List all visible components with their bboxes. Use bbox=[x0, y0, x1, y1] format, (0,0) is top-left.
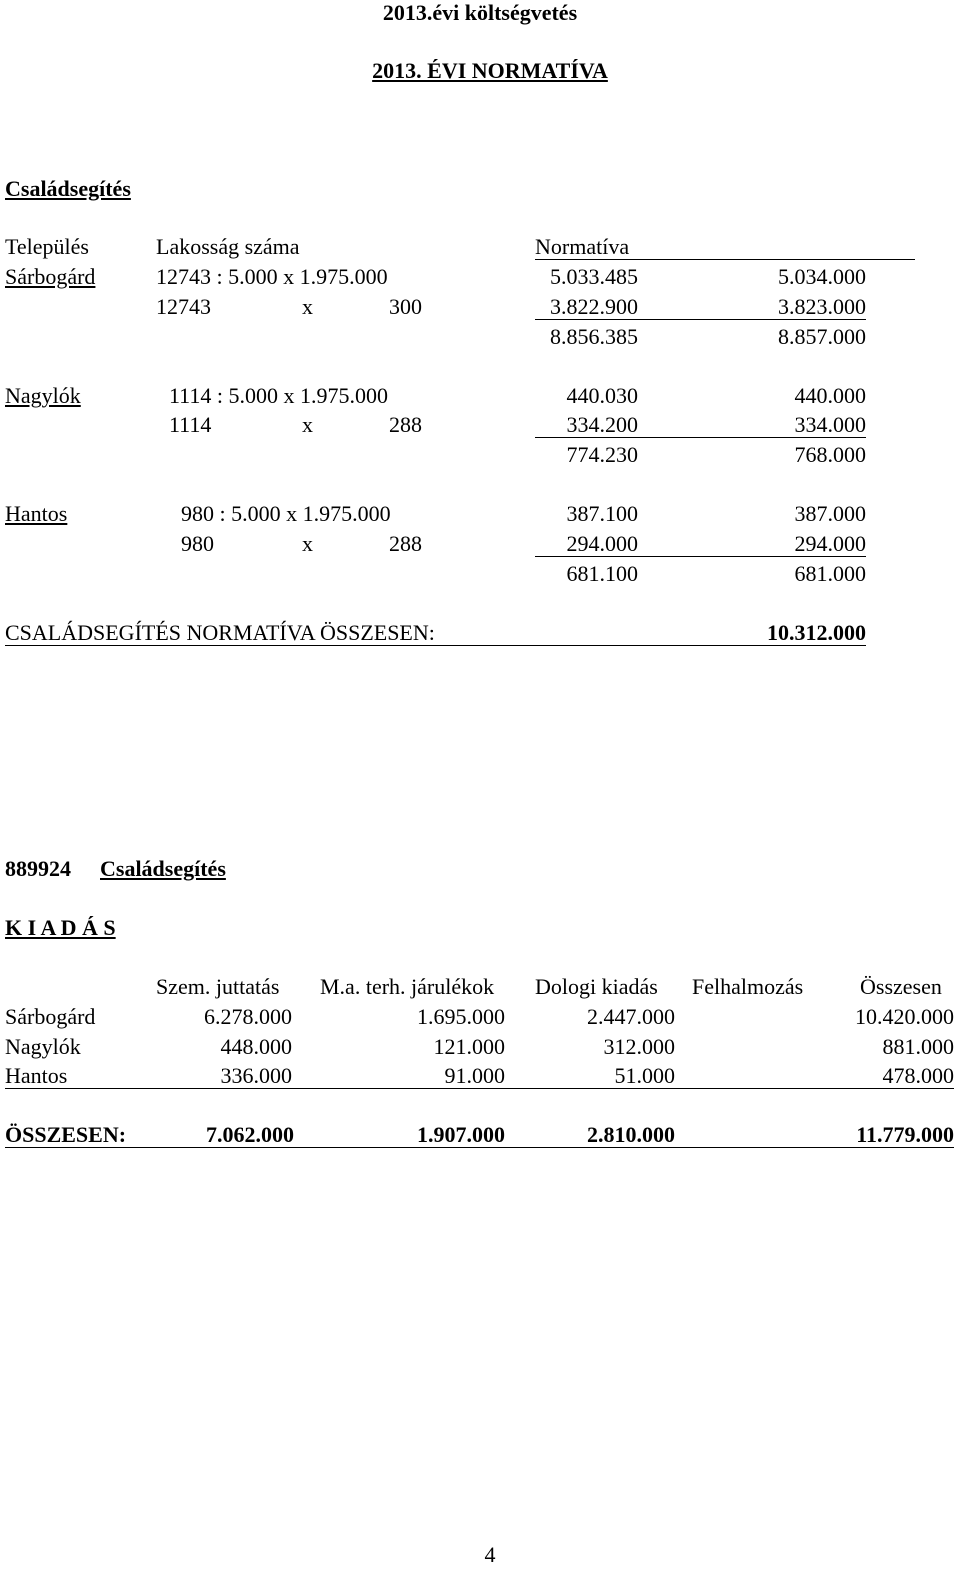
cell-dologi: 312.000 bbox=[603, 1034, 675, 1059]
normativa-sum-rounded: 8.857.000 bbox=[778, 324, 866, 349]
sum-rule bbox=[535, 319, 866, 320]
table-rule bbox=[5, 1088, 954, 1089]
document-subtitle: 2013. ÉVI NORMATÍVA bbox=[372, 58, 608, 83]
multiplier: 300 bbox=[389, 294, 422, 319]
population: 12743 : 5.000 x 1.975.000 bbox=[156, 264, 388, 289]
col-header-osszesen: Összesen bbox=[860, 974, 942, 999]
col-header-normativa: Normatíva bbox=[535, 234, 630, 259]
normativa-rounded: 3.823.000 bbox=[778, 294, 866, 319]
col-header-dologi: Dologi kiadás bbox=[535, 974, 658, 999]
row-name: Hantos bbox=[5, 1063, 68, 1088]
section-title: Családsegítés bbox=[5, 176, 131, 201]
multiplier: 288 bbox=[389, 531, 422, 556]
settlement-name: Sárbogárd bbox=[5, 264, 96, 289]
cell-osszesen: 478.000 bbox=[882, 1063, 954, 1088]
total-rule bbox=[5, 645, 866, 646]
normativa-rounded: 294.000 bbox=[794, 531, 866, 556]
normativa-rounded: 5.034.000 bbox=[778, 264, 866, 289]
col-header-szem: Szem. juttatás bbox=[156, 974, 280, 999]
document-title: 2013.évi költségvetés bbox=[382, 0, 578, 25]
cell-osszesen: 881.000 bbox=[882, 1034, 954, 1059]
normativa-total-value: 10.312.000 bbox=[767, 620, 866, 645]
cell-osszesen: 10.420.000 bbox=[855, 1004, 954, 1029]
header-rule bbox=[535, 259, 915, 260]
normativa-rounded: 387.000 bbox=[794, 501, 866, 526]
total-szem: 7.062.000 bbox=[206, 1122, 294, 1147]
settlement-name: Nagylók bbox=[5, 383, 81, 408]
normativa-value: 334.200 bbox=[566, 412, 638, 437]
cell-jarulek: 91.000 bbox=[444, 1063, 505, 1088]
expense-name: Családsegítés bbox=[100, 856, 226, 881]
cell-szem: 6.278.000 bbox=[204, 1004, 292, 1029]
multiplier: 288 bbox=[389, 412, 422, 437]
row-name: Sárbogárd bbox=[5, 1004, 96, 1029]
settlement-name: Hantos bbox=[5, 501, 68, 526]
cell-szem: 448.000 bbox=[220, 1034, 292, 1059]
total-jarulek: 1.907.000 bbox=[417, 1122, 505, 1147]
page-number: 4 bbox=[484, 1542, 496, 1567]
multiply-sign: x bbox=[302, 412, 313, 437]
normativa-rounded: 440.000 bbox=[794, 383, 866, 408]
normativa-value: 5.033.485 bbox=[550, 264, 638, 289]
sum-rule bbox=[535, 556, 866, 557]
normativa-rounded: 334.000 bbox=[794, 412, 866, 437]
normativa-value: 387.100 bbox=[566, 501, 638, 526]
cell-dologi: 2.447.000 bbox=[587, 1004, 675, 1029]
sum-rule bbox=[535, 437, 866, 438]
expense-heading: K I A D Á S bbox=[5, 915, 116, 940]
population: 12743 bbox=[156, 294, 211, 319]
cell-szem: 336.000 bbox=[220, 1063, 292, 1088]
col-header-telepules: Település bbox=[5, 234, 89, 259]
normativa-sum: 8.856.385 bbox=[550, 324, 638, 349]
population: 980 : 5.000 x 1.975.000 bbox=[181, 501, 391, 526]
normativa-sum-rounded: 681.000 bbox=[794, 561, 866, 586]
cell-jarulek: 1.695.000 bbox=[417, 1004, 505, 1029]
total-rule bbox=[5, 1147, 954, 1148]
population: 1114 bbox=[169, 412, 212, 437]
col-header-felhalm: Felhalmozás bbox=[692, 974, 804, 999]
total-osszesen: 11.779.000 bbox=[856, 1122, 954, 1147]
cell-jarulek: 121.000 bbox=[433, 1034, 505, 1059]
population: 980 bbox=[181, 531, 214, 556]
total-dologi: 2.810.000 bbox=[587, 1122, 675, 1147]
col-header-lakossag: Lakosság száma bbox=[156, 234, 300, 259]
col-header-jarulek: M.a. terh. járulékok bbox=[320, 974, 495, 999]
normativa-sum: 681.100 bbox=[566, 561, 638, 586]
normativa-value: 3.822.900 bbox=[550, 294, 638, 319]
normativa-value: 294.000 bbox=[566, 531, 638, 556]
population: 1114 : 5.000 x 1.975.000 bbox=[169, 383, 388, 408]
normativa-sum: 774.230 bbox=[566, 442, 638, 467]
normativa-total-label: CSALÁDSEGÍTÉS NORMATÍVA ÖSSZESEN: bbox=[5, 620, 435, 645]
expense-code: 889924 bbox=[5, 856, 71, 881]
normativa-value: 440.030 bbox=[566, 383, 638, 408]
total-label: ÖSSZESEN: bbox=[5, 1122, 127, 1147]
normativa-sum-rounded: 768.000 bbox=[794, 442, 866, 467]
row-name: Nagylók bbox=[5, 1034, 81, 1059]
cell-dologi: 51.000 bbox=[614, 1063, 675, 1088]
multiply-sign: x bbox=[302, 294, 313, 319]
multiply-sign: x bbox=[302, 531, 313, 556]
